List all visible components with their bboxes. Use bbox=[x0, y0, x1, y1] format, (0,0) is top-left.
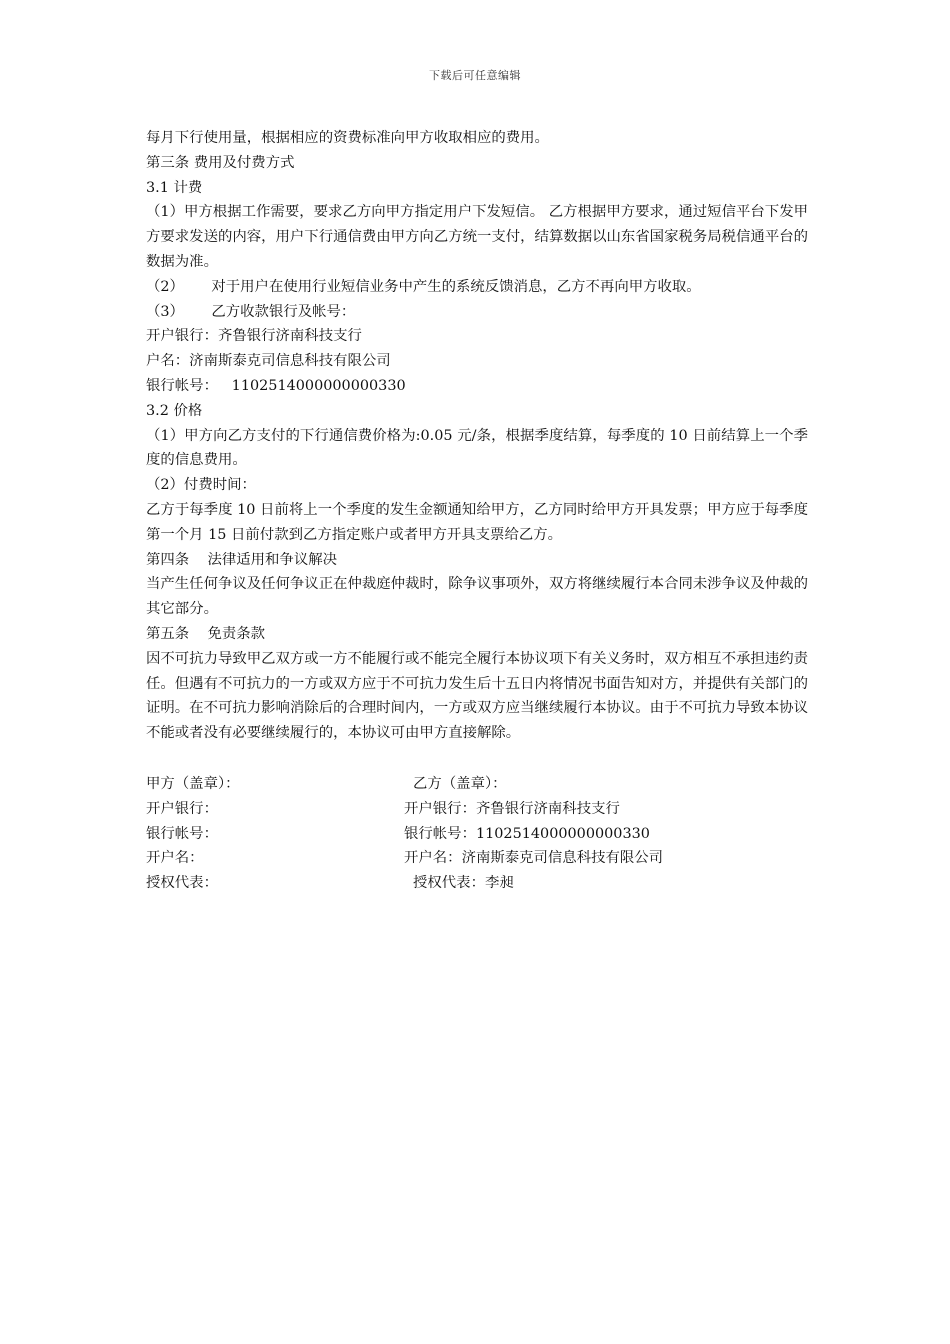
clause-3-2-item-1: （1）甲方向乙方支付的下行通信费价格为:0.05 元/条，根据季度结算，每季度的 10 日前结算上一个季度的信息费用。 bbox=[146, 427, 808, 469]
section-5-title: 第五条 免责条款 bbox=[146, 625, 266, 642]
clause-3-1-item-3: （3） 乙方收款银行及帐号： bbox=[146, 303, 356, 320]
party-a-representative: 授权代表： bbox=[146, 875, 218, 892]
clause-3-1-title: 3.1 计费 bbox=[146, 179, 203, 196]
party-b-seal: 乙方（盖章）： bbox=[413, 776, 507, 792]
section-5-paragraph: 因不可抗力导致甲乙双方或一方不能履行或不能完全履行本协议项下有关义务时，双方相互不承担违约责任。但遇有不可抗力的一方或双方应于不可抗力发生后十五日内将情况书面告知对方，并提供有关部门的证明。在不可抗力影响消除后的合理时间内，一方或双方应当继续履行本协议。由于不可抗力导致本协议不能或者没有必要继续履行的，本协议可由甲方直接解除。 bbox=[146, 650, 808, 742]
page-header: 下载后可任意编辑 bbox=[429, 69, 521, 82]
clause-3-1-item-2: （2） 对于用户在使用行业短信业务中产生的系统反馈消息，乙方不再向甲方收取。 bbox=[146, 278, 701, 295]
party-b-representative: 授权代表：李昶 bbox=[413, 875, 514, 892]
paragraph-usage-fee: 每月下行使用量，根据相应的资费标准向甲方收取相应的费用。 bbox=[146, 130, 549, 146]
party-a-account-name: 开户名： bbox=[146, 850, 204, 867]
signature-row-rep bbox=[146, 871, 808, 896]
clause-3-2-item-2: （2）付费时间： bbox=[146, 477, 256, 494]
payee-bank: 开户银行：齐鲁银行济南科技支行 bbox=[146, 328, 362, 345]
party-b-account-name: 开户名：济南斯泰克司信息科技有限公司 bbox=[404, 850, 664, 867]
party-b-bank: 开户银行：齐鲁银行济南科技支行 bbox=[404, 800, 620, 817]
signature-row-account bbox=[146, 822, 808, 847]
section-3-title: 第三条 费用及付费方式 bbox=[146, 154, 295, 171]
party-a-account: 银行帐号： bbox=[146, 825, 218, 842]
payee-account-name: 户名：济南斯泰克司信息科技有限公司 bbox=[146, 353, 391, 370]
clause-3-1-item-1: （1）甲方根据工作需要，要求乙方向甲方指定用户下发短信。 乙方根据甲方要求，通过短信平台下发甲方要求发送的内容，用户下行通信费由甲方向乙方统一支付，结算数据以山东省国家税务局税信通平台的数据为准。 bbox=[146, 204, 808, 270]
signature-row-bank bbox=[146, 797, 808, 822]
clause-3-2-title: 3.2 价格 bbox=[146, 402, 203, 419]
payment-time-paragraph: 乙方于每季度 10 日前将上一个季度的发生金额通知给甲方，乙方同时给甲方开具发票；甲方应于每季度第一个月 15 日前付款到乙方指定账户或者甲方开具支票给乙方。 bbox=[146, 501, 808, 543]
contract-body bbox=[146, 126, 808, 746]
signature-block bbox=[146, 772, 808, 896]
party-a-bank: 开户银行： bbox=[146, 800, 218, 817]
signature-row-name bbox=[146, 846, 808, 871]
section-4-paragraph: 当产生任何争议及任何争议正在仲裁庭仲裁时，除争议事项外，双方将继续履行本合同未涉争议及仲裁的其它部分。 bbox=[146, 576, 808, 618]
section-4-title: 第四条 法律适用和争议解决 bbox=[146, 551, 337, 568]
party-b-account: 银行帐号：1102514000000000330 bbox=[404, 825, 650, 842]
party-a-seal: 甲方（盖章）： bbox=[146, 776, 240, 792]
signature-row-seal bbox=[146, 772, 808, 797]
payee-account-number: 银行帐号： 1102514000000000330 bbox=[146, 377, 406, 394]
